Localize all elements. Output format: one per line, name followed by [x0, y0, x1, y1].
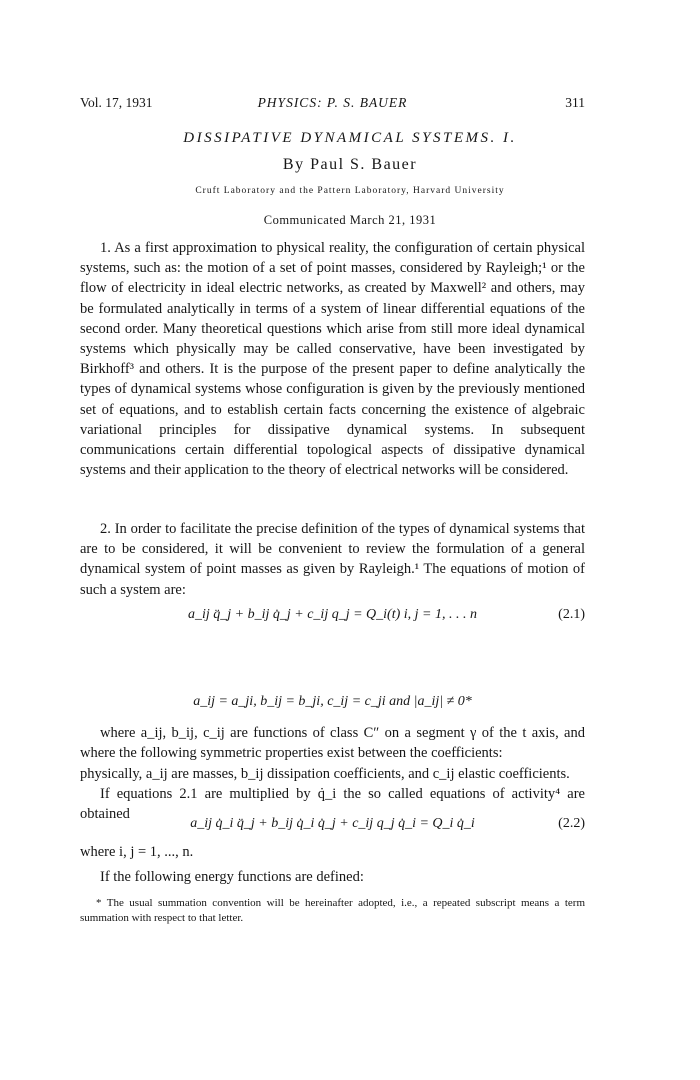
footnote-text: * The usual summation convention will be hereinafter adopted, i.e., a repeated subscript means a term summation with respect to that letter.: [80, 897, 585, 924]
index-range-line: [80, 842, 585, 862]
paragraph-text: 1. As a first approximation to physical reality, the configuration of certain physical systems, such as: the motion of a set of point masses, considered by Rayleigh;¹ or the flow of electricity in ideal electric networks, as created by Maxwell² and others, may be formulated analytically in terms of a system of linear differential equations of the second order. Many theoretical questions which arise from still more ideal dynamical systems which physically may be called conservative, have been investigated by Birkhoff³ and others. It is the purpose of the present paper to define analytically the types of dynamical systems whose configuration is given by the previously mentioned set of equations, and to establish certain facts concerning the existence of algebraic variational principles for dissipative dynamical systems. In subsequent communications certain differential topological aspects of dissipative dynamical systems and their application to the theory of electrical networks will be considered.: [80, 240, 585, 479]
energy-functions-line: [80, 867, 585, 887]
paragraph-text: If the following energy functions are defined:: [100, 869, 364, 885]
paragraph-text: If equations 2.1 are multiplied by q̇_i the so called equations of activity⁴ are obtained: [80, 786, 585, 823]
equation-number: (2.2): [558, 816, 585, 831]
running-header: [80, 95, 585, 115]
running-title: PHYSICS: P. S. BAUER: [257, 95, 408, 110]
coefficient-paragraph: [80, 723, 585, 763]
equation-2-2: [80, 816, 585, 840]
section-1-paragraph: [80, 238, 585, 480]
equation-expression: a_ij q̇_i q̈_j + b_ij q̇_i q̇_j + c_ij q_j q̇_i = Q_i q̇_i: [190, 816, 475, 831]
paper-title: DISSIPATIVE DYNAMICAL SYSTEMS. I.: [183, 130, 517, 146]
paragraph-text: where a_ij, b_ij, c_ij are functions of class C″ on a segment γ of the t axis, and where the following symmetric properties exist between the coefficients:: [80, 725, 585, 762]
communicated-date: Communicated March 21, 1931: [263, 213, 437, 227]
paragraph-text: 2. In order to facilitate the precise definition of the types of dynamical systems that are to be considered, it will be convenient to review the formulation of a general dynamical system of point masses as given by Rayleigh.¹ The equations of motion of such a system are:: [80, 521, 585, 598]
volume-year: Vol. 17, 1931: [80, 95, 153, 110]
paragraph-text: where i, j = 1, ..., n.: [80, 844, 194, 860]
paragraph-text: physically, a_ij are masses, b_ij dissipation coefficients, and c_ij elastic coefficients.: [80, 766, 570, 782]
equation-expression: a_ij = a_ji, b_ij = b_ji, c_ij = c_ji and |a_ij| ≠ 0*: [193, 694, 472, 709]
symmetry-relations: [80, 694, 585, 718]
author-line: By Paul S. Bauer: [282, 156, 418, 173]
section-2-paragraph: [80, 519, 585, 600]
page-number: 311: [565, 95, 585, 110]
affiliation: Cruft Laboratory and the Pattern Laboratory, Harvard University: [195, 186, 505, 196]
equation-2-1: [80, 607, 585, 631]
footnote: [80, 896, 585, 926]
equation-number: (2.1): [558, 607, 585, 622]
equation-expression: a_ij q̈_j + b_ij q̇_j + c_ij q_j = Q_i(t) i, j = 1, . . . n: [187, 607, 477, 622]
